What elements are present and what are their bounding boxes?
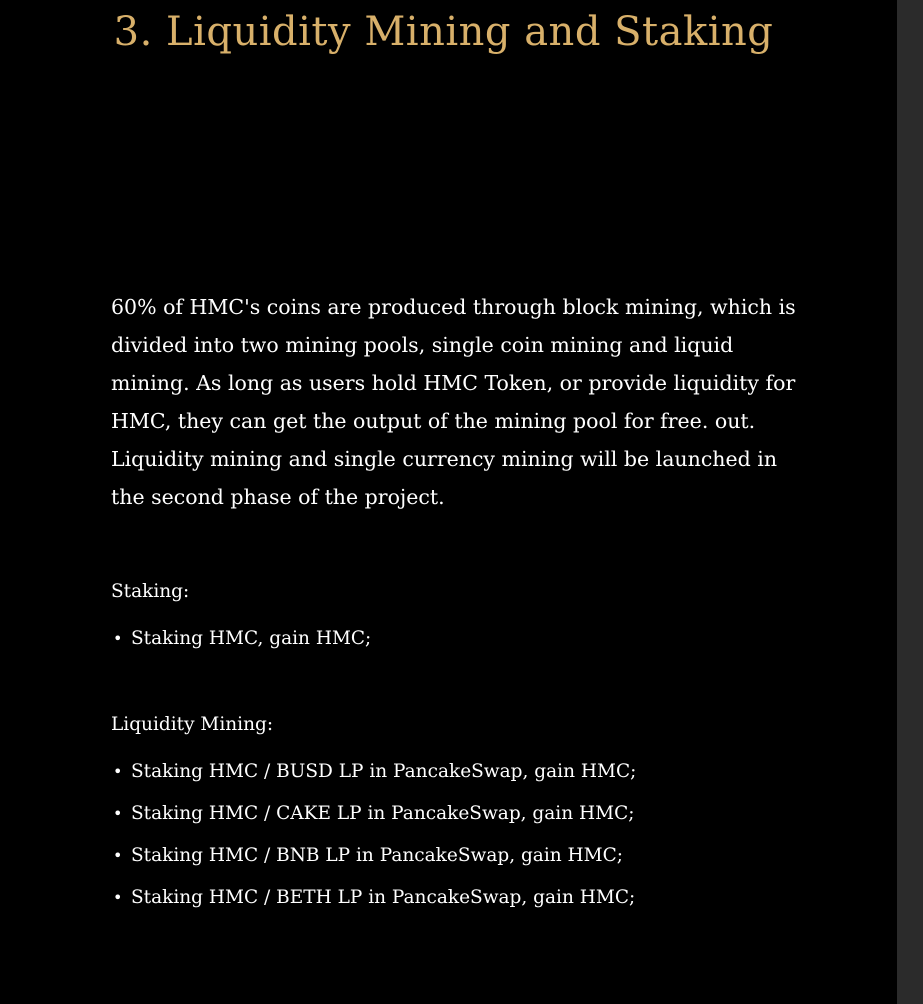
bullet-icon: • (113, 762, 123, 781)
staking-list (111, 618, 811, 660)
bullet-icon: • (113, 629, 123, 648)
list-item-text: Staking HMC / CAKE LP in PancakeSwap, gain HMC; (131, 803, 635, 824)
list-item (111, 793, 811, 835)
bullet-icon: • (113, 888, 123, 907)
list-item (111, 618, 811, 660)
list-item-text: Staking HMC / BUSD LP in PancakeSwap, gain HMC; (131, 761, 637, 782)
liquidity-mining-label: Liquidity Mining: (111, 714, 274, 735)
intro-paragraph: 60% of HMC's coins are produced through block mining, which is divided into two mining pools, single coin mining and liquid mining. As long as users hold HMC Token, or provide liquidity for HMC, they can get the output of the mining pool for free. out. Liquidity mining and single currency mining will be launched in the second phase of the project. (111, 295, 796, 509)
bullet-icon: • (113, 846, 123, 865)
scrollbar[interactable] (897, 0, 923, 1004)
liquidity-mining-list (111, 751, 811, 919)
list-item-text: Staking HMC / BNB LP in PancakeSwap, gain HMC; (131, 845, 624, 866)
bullet-icon: • (113, 804, 123, 823)
list-item (111, 877, 811, 919)
staking-label: Staking: (111, 581, 190, 602)
page-title: 3. Liquidity Mining and Staking (113, 9, 774, 55)
list-item (111, 835, 811, 877)
list-item (111, 751, 811, 793)
list-item-text: Staking HMC / BETH LP in PancakeSwap, gain HMC; (131, 887, 636, 908)
list-item-text: Staking HMC, gain HMC; (131, 628, 372, 649)
